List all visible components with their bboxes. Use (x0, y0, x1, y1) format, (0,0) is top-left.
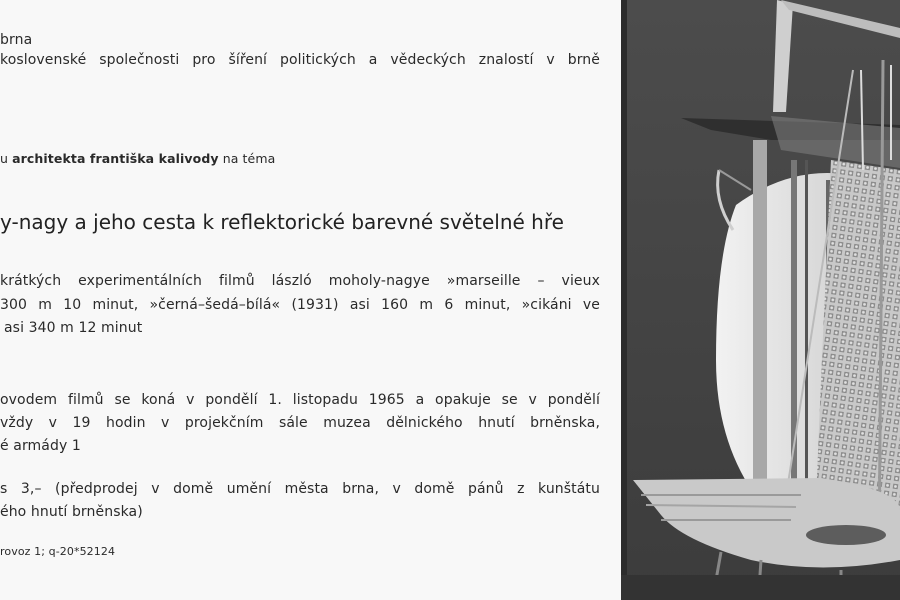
films-line-2: 300 m 10 minut, »černá–šedá–bílá« (1931) asi 160 m 6 minut, »cikáni ve (0, 297, 600, 313)
schedule-line-3: é armády 1 (0, 438, 81, 454)
printer-imprint: rovoz 1; q-20*52124 (0, 545, 116, 558)
intro-line (0, 151, 275, 166)
header-city: brna (0, 32, 33, 48)
sculpture-photo-illustration (621, 0, 900, 600)
schedule-line-1: ovodem filmů se koná v pondělí 1. listopadu 1965 a opakuje se v pondělí (0, 392, 600, 408)
intro-suffix: na téma (218, 151, 276, 166)
lecture-title: y-nagy a jeho cesta k reflektorické barevné světelné hře (0, 210, 564, 234)
films-line-1: krátkých experimentálních filmů lászló moholy-nagye »marseille – vieux (0, 273, 600, 289)
films-line-3: asi 340 m 12 minut (4, 320, 143, 336)
tickets-line-1: s 3,– (předprodej v domě umění města brna, v domě pánů z kunštátu (0, 481, 600, 497)
light-space-modulator-photo (621, 0, 900, 600)
schedule-line-2: vždy v 19 hodin v projekčním sále muzea dělnického hnutí brněnska, (0, 415, 600, 431)
tickets-line-2: ého hnutí brněnska) (0, 504, 143, 520)
architect-name: architekta františka kalivody (12, 151, 219, 166)
header-society: koslovenské společnosti pro šíření politických a vědeckých znalostí v brně (0, 52, 600, 68)
intro-prefix: u (0, 151, 13, 166)
